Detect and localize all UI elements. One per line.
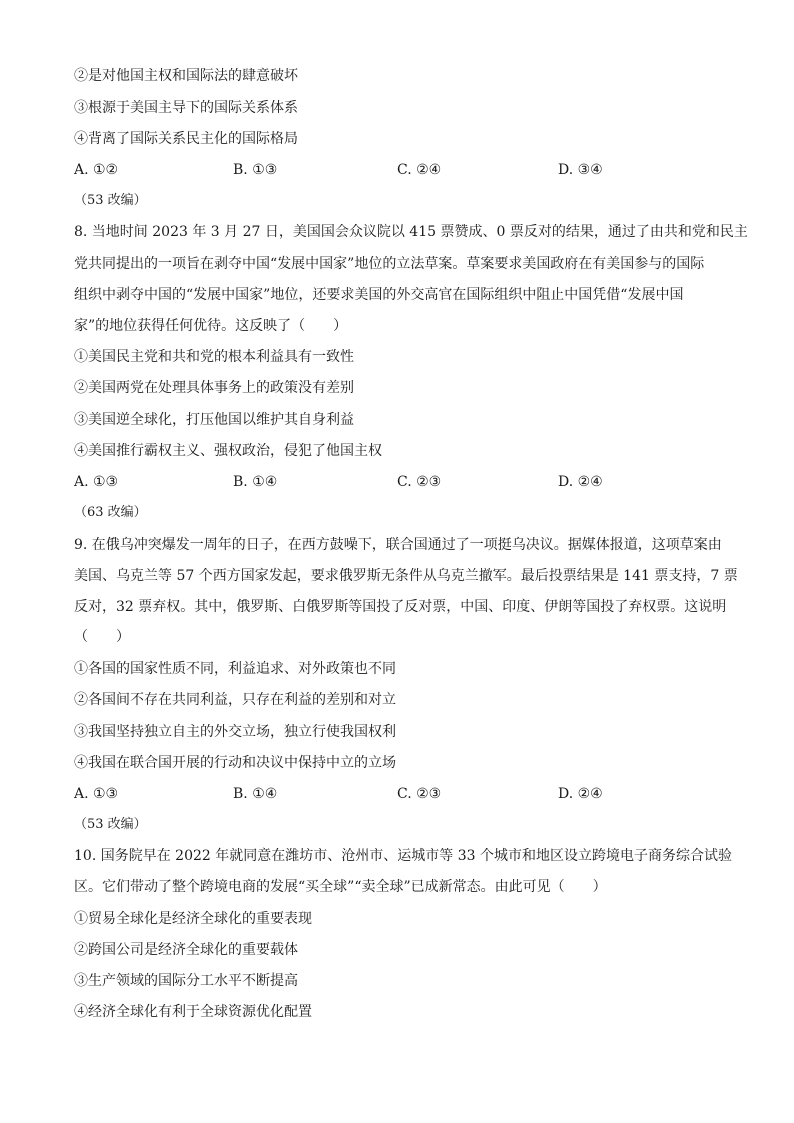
- q9-stem-line-1: 9. 在俄乌冲突爆发一周年的日子，在西方鼓噪下，联合国通过了一项挺乌决议。据媒体报道，这项草案由: [74, 537, 722, 553]
- q9-stem-line-2: 美国、乌克兰等 57 个西方国家发起，要求俄罗斯无条件从乌克兰撤军。最后投票结果是 141 票支持，7 票: [74, 568, 738, 584]
- q10-stem-line-1: 10. 国务院早在 2022 年就同意在潍坊市、沧州市、运城市等 33 个城市和地区设立跨境电子商务综合试验: [74, 848, 732, 864]
- q10-item-2: ②跨国公司是经济全球化的重要载体: [74, 942, 298, 958]
- q8-item-3: ③美国逆全球化，打压他国以维护其自身利益: [74, 412, 354, 428]
- q8-option-c[interactable]: C. ②③: [397, 474, 442, 490]
- q7-source: （53 改编）: [74, 193, 147, 208]
- q8-option-b[interactable]: B. ①④: [233, 474, 278, 490]
- q8-option-a[interactable]: A. ①③: [74, 474, 119, 490]
- q9-source: （53 改编）: [74, 817, 147, 832]
- q10-item-4: ④经济全球化有利于全球资源优化配置: [74, 1004, 312, 1020]
- q9-stem-line-4: （ ）: [74, 629, 130, 645]
- q9-option-c[interactable]: C. ②③: [397, 786, 442, 802]
- q8-stem-line-1: 8. 当地时间 2023 年 3 月 27 日，美国国会众议院以 415 票赞成、0 票反对的结果，通过了由共和党和民主: [74, 224, 748, 240]
- q8-item-2: ②美国两党在处理具体事务上的政策没有差别: [74, 380, 354, 396]
- q9-item-4: ④我国在联合国开展的行动和决议中保持中立的立场: [74, 755, 396, 771]
- q8-source: （63 改编）: [74, 505, 147, 520]
- q8-item-4: ④美国推行霸权主义、强权政治，侵犯了他国主权: [74, 443, 382, 459]
- q10-stem-line-2: 区。它们带动了整个跨境电商的发展“买全球”“卖全球”已成新常态。由此可见（ ）: [74, 879, 607, 895]
- q10-item-1: ①贸易全球化是经济全球化的重要表现: [74, 911, 312, 927]
- q8-option-d[interactable]: D. ②④: [558, 474, 603, 490]
- q9-option-d[interactable]: D. ②④: [558, 786, 603, 802]
- q7-item-3: ③根源于美国主导下的国际关系体系: [74, 100, 298, 116]
- q9-option-b[interactable]: B. ①④: [233, 786, 278, 802]
- q9-item-2: ②各国间不存在共同利益，只存在利益的差别和对立: [74, 692, 396, 708]
- q8-options: [74, 472, 714, 492]
- q9-option-a[interactable]: A. ①③: [74, 786, 119, 802]
- q7-option-d[interactable]: D. ③④: [558, 162, 603, 178]
- q8-stem-line-3: 组织中剥夺中国的“发展中国家”地位，还要求美国的外交高官在国际组织中阻止中国凭借“发展中国: [74, 287, 684, 303]
- q7-option-c[interactable]: C. ②④: [397, 162, 442, 178]
- q10-item-3: ③生产领域的国际分工水平不断提高: [74, 973, 298, 989]
- q9-options: [74, 784, 714, 804]
- q7-item-4: ④背离了国际关系民主化的国际格局: [74, 131, 298, 147]
- q7-options: [74, 160, 714, 180]
- q9-item-1: ①各国的国家性质不同，利益追求、对外政策也不同: [74, 661, 396, 677]
- q7-item-2: ②是对他国主权和国际法的肆意破坏: [74, 68, 298, 84]
- q7-option-b[interactable]: B. ①③: [233, 162, 278, 178]
- q8-item-1: ①美国民主党和共和党的根本利益具有一致性: [74, 349, 354, 365]
- q8-stem-line-2: 党共同提出的一项旨在剥夺中国“发展中国家”地位的立法草案。草案要求美国政府在有美国参与的国际: [74, 256, 705, 272]
- q8-stem-line-4: 家”的地位获得任何优待。这反映了（ ）: [74, 318, 348, 334]
- q7-option-a[interactable]: A. ①②: [74, 162, 119, 178]
- q9-stem-line-3: 反对，32 票弃权。其中，俄罗斯、白俄罗斯等国投了反对票，中国、印度、伊朗等国投了弃权票。这说明: [74, 599, 727, 615]
- q9-item-3: ③我国坚持独立自主的外交立场，独立行使我国权利: [74, 724, 396, 740]
